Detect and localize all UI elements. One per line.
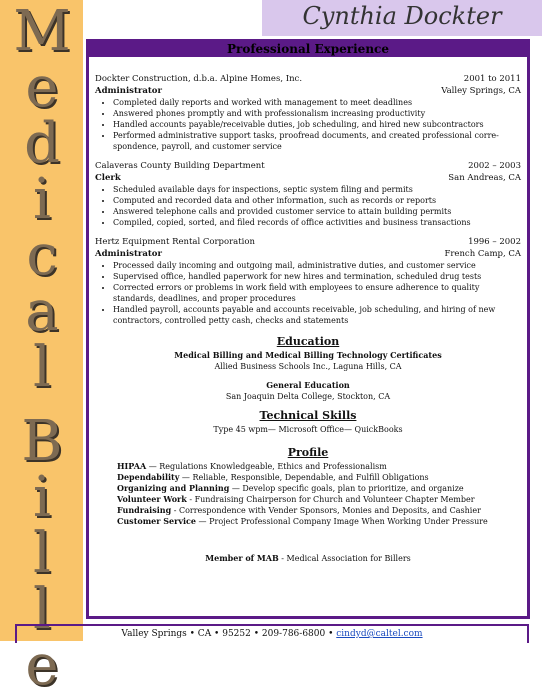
job-bullet: • Processed daily incoming and outgoing mail, administrative duties, and customer service (113, 260, 521, 271)
job-location: San Andreas, CA (448, 173, 521, 183)
profile-sep: — (146, 462, 160, 471)
profile-text: Project Professional Company Image When Working Under Pressure (209, 517, 488, 526)
profile-item (117, 472, 527, 483)
education-detail: San Joaquin Delta College, Stockton, CA (225, 392, 391, 401)
job-bullet: • Performed administrative support tasks, proofread documents, and created professional corre-spondence, payroll, and customer service (113, 130, 521, 152)
name-bar (262, 0, 542, 36)
job-bullet: • Computed and recorded data and other information, such as records or reports (113, 195, 521, 206)
membership-text: - Medical Association for Billers (278, 554, 411, 563)
job-bullets (95, 184, 521, 228)
profile-list (117, 461, 527, 527)
title-letter: l (33, 521, 51, 586)
resume-body (86, 39, 530, 619)
job-bullets (95, 97, 521, 152)
candidate-name: Cynthia Dockter (302, 2, 502, 30)
job-title-row (95, 85, 521, 97)
profile-text: Reliable, Responsible, Dependable, and Fulfill Obligations (192, 473, 429, 482)
job-bullet: • Handled accounts payable/receivable duties, job scheduling, and hired new subcontractors (113, 119, 521, 130)
footer-address: Valley Springs • CA • 95252 • 209-786-6800 • (121, 629, 337, 639)
job-location: French Camp, CA (444, 249, 521, 259)
profile-label: Volunteer Work (117, 494, 187, 504)
profile-label: HIPAA (117, 461, 147, 471)
job-dates: 2002 – 2003 (468, 161, 521, 171)
title-letter: i (33, 167, 51, 232)
education-heading: Education (276, 335, 340, 348)
job-company: Dockter Construction, d.b.a. Alpine Homes, Inc. (95, 74, 303, 84)
job-location: Valley Springs, CA (441, 86, 521, 96)
title-letter: i (33, 465, 51, 530)
profile-label: Dependability (117, 472, 180, 482)
job-bullet: • Compiled, copied, sorted, and filed records of office activities and business transactions (113, 217, 521, 228)
membership-label: Member of MAB (205, 553, 279, 563)
job-bullet: • Supervised office, handled paperwork for new hires and termination, scheduled drug tests (113, 271, 521, 282)
profile-label: Fundraising (117, 505, 172, 515)
job-bullet: • Answered phones promptly and with professionalism increasing productivity (113, 108, 521, 119)
profile-heading: Profile (287, 446, 329, 459)
job-title: Clerk (95, 173, 121, 183)
profile-item (117, 505, 527, 516)
job-company: Hertz Equipment Rental Corporation (95, 237, 255, 247)
profile-label: Organizing and Planning (117, 483, 230, 493)
title-letter: M (13, 0, 71, 64)
title-letter: e (25, 633, 59, 698)
profile-item (117, 516, 527, 527)
skills-text: Type 45 wpm— Microsoft Office— QuickBooks (213, 425, 403, 434)
title-letter: l (33, 335, 51, 400)
education-title: General Education (266, 380, 350, 390)
job-title-row (95, 248, 521, 260)
profile-sep: — (196, 517, 210, 526)
profile-sep: - (171, 506, 179, 515)
job-company-row (95, 236, 521, 248)
job-title: Administrator (95, 249, 162, 259)
job-title-row (95, 172, 521, 184)
job-bullet: • Answered telephone calls and provided customer service to attain building permits (113, 206, 521, 217)
experience-heading (89, 42, 527, 57)
membership (89, 553, 527, 564)
profile-sep: — (229, 484, 243, 493)
job-bullet: • Handled payroll, accounts payable and accounts receivable, job scheduling, and hiring of new contractors, controlled petty cash, checks and statements (113, 304, 521, 326)
vertical-title (12, 0, 72, 698)
job-entry (95, 236, 521, 326)
job-bullet: • Corrected errors or problems in work field with employees to ensure adherence to quality standards, deadlines, and proper procedures (113, 282, 521, 304)
job-entry (95, 160, 521, 228)
profile-label: Customer Service (117, 516, 197, 526)
profile-text: Regulations Knowledgeable, Ethics and Professionalism (159, 462, 387, 471)
job-bullets (95, 260, 521, 326)
email-link[interactable]: cindyd@caltel.com (336, 629, 423, 639)
profile-text: Correspondence with Vender Sponsors, Monies and Deposits, and Cashier (178, 506, 481, 515)
profile-text: Develop specific goals, plan to prioritize, and organize (242, 484, 464, 493)
title-letter: a (25, 279, 59, 344)
experience-heading-text: Professional Experience (227, 42, 389, 56)
job-company-row (95, 73, 521, 85)
job-bullet: • Completed daily reports and worked with management to meet deadlines (113, 97, 521, 108)
education-detail: Allied Business Schools Inc., Laguna Hills, CA (214, 362, 402, 371)
title-letter: B (21, 409, 63, 474)
job-entry (95, 73, 521, 152)
profile-sep: - (186, 495, 195, 504)
job-company-row (95, 160, 521, 172)
contact-footer (15, 624, 529, 643)
job-company: Calaveras County Building Department (95, 161, 265, 171)
profile-item (117, 461, 527, 472)
job-bullet: • Scheduled available days for inspections, septic system filing and permits (113, 184, 521, 195)
job-dates: 1996 – 2002 (468, 237, 521, 247)
skills-heading: Technical Skills (259, 409, 357, 422)
title-letter: e (25, 55, 59, 120)
title-letter: d (24, 111, 60, 176)
profile-item (117, 483, 527, 494)
education-title: Medical Billing and Medical Billing Technology Certificates (174, 350, 442, 360)
profile-item (117, 494, 527, 505)
profile-text: Fundraising Chairperson for Church and Volunteer Chapter Member (194, 495, 475, 504)
profile-sep: — (179, 473, 193, 482)
job-title: Administrator (95, 86, 162, 96)
job-dates: 2001 to 2011 (463, 74, 521, 84)
title-letter: c (26, 223, 58, 288)
title-letter: l (33, 577, 51, 642)
